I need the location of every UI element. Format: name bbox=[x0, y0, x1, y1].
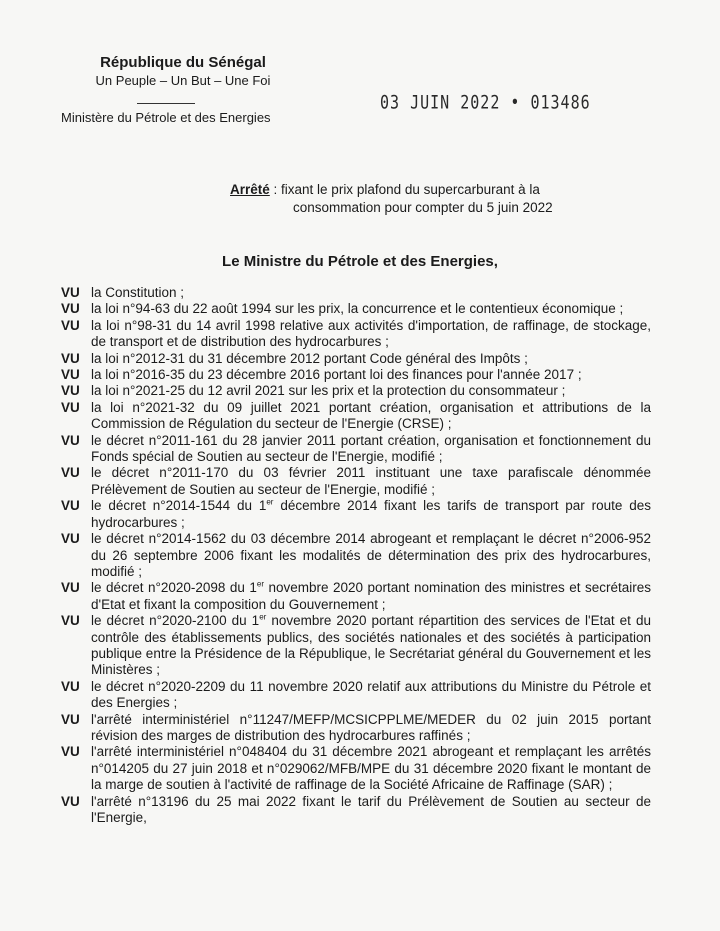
vu-text: la loi n°2016-35 du 23 décembre 2016 portant loi des finances pour l'année 2017 ; bbox=[91, 367, 582, 383]
header-divider bbox=[137, 103, 195, 104]
arrete-line-2: consommation pour compter du 5 juin 2022 bbox=[293, 200, 553, 215]
vu-text: le décret n°2014-1544 du 1er décembre 2014 fixant les tarifs de transport par route des hydrocarbures ; bbox=[91, 497, 651, 530]
vu-label: VU bbox=[61, 744, 80, 760]
vu-item bbox=[61, 712, 651, 745]
vu-item bbox=[61, 433, 651, 466]
vu-item bbox=[61, 794, 651, 827]
vu-item bbox=[61, 400, 651, 433]
vu-label: VU bbox=[61, 793, 80, 809]
date-reference-stamp: 03 JUIN 2022 • 013486 bbox=[380, 90, 591, 114]
vu-label: VU bbox=[61, 285, 80, 300]
vu-item bbox=[61, 744, 651, 793]
letterhead bbox=[78, 54, 288, 88]
vu-label: VU bbox=[61, 580, 80, 596]
vu-label: VU bbox=[61, 317, 80, 333]
vu-item bbox=[61, 498, 651, 531]
vu-item bbox=[61, 679, 651, 712]
vu-text: le décret n°2020-2098 du 1er novembre 2020 portant nomination des ministres et secrétaires d'Etat et fixant la composition du Gouvernement ; bbox=[91, 579, 651, 612]
vu-text: la loi n°2021-32 du 09 juillet 2021 portant création, organisation et attributions de la Commission de Régulation du secteur de l'Energie (CRSE) ; bbox=[91, 399, 651, 432]
vu-item bbox=[61, 367, 651, 383]
vu-item bbox=[61, 465, 651, 498]
vu-text: le décret n°2011-161 du 28 janvier 2011 portant création, organisation et fonctionnement du Fonds spécial de Soutien au secteur de l'Energie, modifié ; bbox=[91, 432, 651, 465]
vu-label: VU bbox=[61, 383, 80, 399]
vu-text: l'arrêté n°13196 du 25 mai 2022 fixant le tarif du Prélèvement de Soutien au secteur de l'Energie, bbox=[91, 793, 651, 825]
vu-text: le décret n°2014-1562 du 03 décembre 2014 abrogeant et remplaçant le décret n°2006-952 du 26 septembre 2006 fixant les modalités de détermination des prix des hydrocarbures, modifié ; bbox=[91, 531, 651, 579]
vu-item bbox=[61, 383, 651, 399]
vu-label: VU bbox=[61, 399, 80, 415]
vu-item bbox=[61, 351, 651, 367]
vu-label: VU bbox=[61, 465, 80, 481]
vu-list bbox=[61, 285, 651, 826]
vu-text: la loi n°94-63 du 22 août 1994 sur les prix, la concurrence et le contentieux économique ; bbox=[91, 301, 624, 317]
vu-label: VU bbox=[61, 498, 80, 514]
national-motto: Un Peuple – Un But – Une Foi bbox=[95, 73, 271, 88]
vu-item bbox=[61, 580, 651, 613]
vu-label: VU bbox=[61, 301, 80, 317]
vu-label: VU bbox=[61, 367, 80, 383]
vu-text: le décret n°2020-2100 du 1er novembre 2020 portant répartition des services de l'Etat et du contrôle des établissements publics, des sociétés nationales et des sociétés à participation publique entre la Présidence de la République, le Secrétariat général du Gouvernement et les Ministères ; bbox=[91, 612, 651, 678]
vu-item bbox=[61, 301, 651, 317]
vu-label: VU bbox=[61, 531, 80, 547]
vu-text: le décret n°2011-170 du 03 février 2011 instituant une taxe parafiscale dénommée Prélèvement de Soutien au secteur de l'Energie, modifié ; bbox=[91, 465, 651, 497]
arrete-heading bbox=[230, 181, 630, 217]
arrete-keyword: Arrêté bbox=[230, 182, 270, 197]
minister-title: Le Ministre du Pétrole et des Energies, bbox=[222, 253, 498, 270]
vu-text: la loi n°2012-31 du 31 décembre 2012 portant Code général des Impôts ; bbox=[91, 350, 528, 366]
vu-label: VU bbox=[61, 432, 80, 448]
vu-label: VU bbox=[61, 613, 80, 629]
vu-item bbox=[61, 285, 651, 301]
vu-item bbox=[61, 613, 651, 679]
vu-item bbox=[61, 531, 651, 580]
vu-text: la Constitution ; bbox=[91, 285, 185, 300]
vu-text: la loi n°2021-25 du 12 avril 2021 sur les prix et la protection du consommateur ; bbox=[91, 383, 566, 399]
ministry-name: Ministère du Pétrole et des Energies bbox=[61, 110, 271, 125]
vu-label: VU bbox=[61, 678, 80, 694]
vu-item bbox=[61, 318, 651, 351]
republic-title: République du Sénégal bbox=[100, 54, 266, 71]
vu-text: l'arrêté interministériel n°11247/MEFP/MCSICPPLME/MEDER du 02 juin 2015 portant révision des marges de distribution des hydrocarbures raffinés ; bbox=[91, 711, 651, 743]
arrete-line-1: : fixant le prix plafond du supercarburant à la bbox=[269, 182, 540, 197]
vu-label: VU bbox=[61, 711, 80, 727]
vu-label: VU bbox=[61, 350, 80, 366]
vu-text: le décret n°2020-2209 du 11 novembre 2020 relatif aux attributions du Ministre du Pétrole et des Energies ; bbox=[91, 678, 651, 711]
vu-text: la loi n°98-31 du 14 avril 1998 relative aux activités d'importation, de raffinage, de stockage, de transport et de distribution des hydrocarbures ; bbox=[91, 317, 651, 350]
vu-text: l'arrêté interministériel n°048404 du 31 décembre 2021 abrogeant et remplaçant les arrêtés n°014205 du 27 juin 2018 et n°029062/MFB/MPE du 31 décembre 2020 fixant le montant de la marge de soutien à l'activité de raffinage de la Société Africaine de Raffinage (SAR) ; bbox=[91, 744, 651, 793]
